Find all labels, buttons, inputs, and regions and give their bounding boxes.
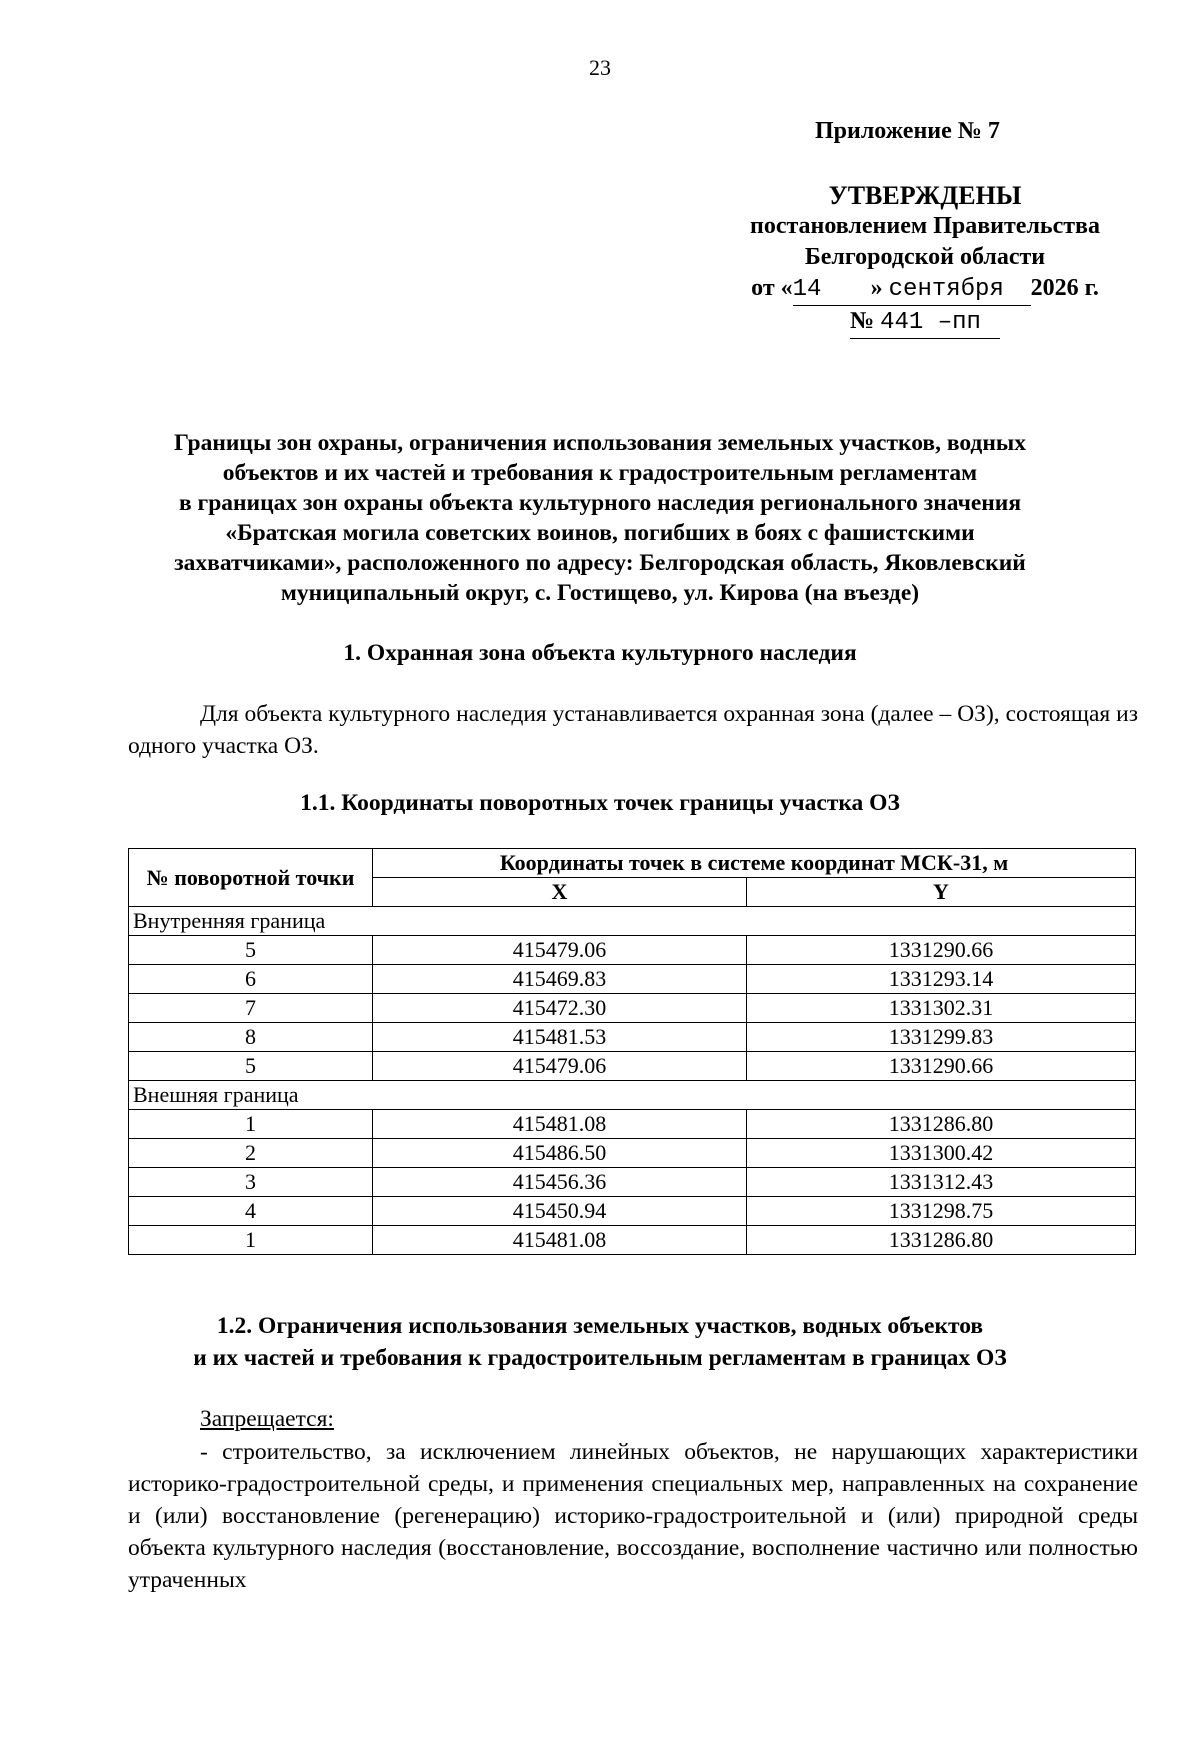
- approval-number: [700, 306, 1150, 339]
- y-cell: 1331299.83: [747, 1023, 1136, 1052]
- coordinates-table: [128, 848, 1136, 1255]
- point-cell: 6: [129, 965, 373, 994]
- date-month: сентября: [888, 276, 1004, 303]
- y-cell: 1331302.31: [747, 994, 1136, 1023]
- title-line: муниципальный округ, с. Гостищево, ул. Кирова (на въезде): [280, 580, 920, 606]
- point-cell: 7: [129, 994, 373, 1023]
- date-month-field: [871, 273, 1031, 306]
- y-cell: 1331293.14: [747, 965, 1136, 994]
- y-cell: 1331300.42: [747, 1139, 1136, 1168]
- appendix-label: Приложение № 7: [815, 118, 1000, 144]
- col-coords-header: Координаты точек в системе координат МСК-31, м: [373, 849, 1136, 878]
- table-row: [129, 965, 1136, 994]
- approval-line2: Белгородской области: [804, 244, 1046, 270]
- x-cell: 415486.50: [373, 1139, 747, 1168]
- title-line: объектов и их частей и требования к градостроительным регламентам: [222, 460, 978, 486]
- date-day-field: [793, 273, 871, 306]
- table-row: [129, 936, 1136, 965]
- x-cell: 415450.94: [373, 1197, 747, 1226]
- point-cell: 4: [129, 1197, 373, 1226]
- title-line: в границах зон охраны объекта культурного наследия регионального значения: [178, 490, 1022, 516]
- y-cell: 1331298.75: [747, 1197, 1136, 1226]
- col-point-header: № поворотной точки: [129, 849, 373, 907]
- point-cell: 1: [129, 1110, 373, 1139]
- number-value: 441 –пп: [880, 309, 981, 336]
- x-cell: 415481.08: [373, 1226, 747, 1255]
- number-prefix: №: [850, 308, 875, 334]
- section1-2-heading: [0, 1310, 1200, 1374]
- point-cell: 3: [129, 1168, 373, 1197]
- y-cell: 1331286.80: [747, 1226, 1136, 1255]
- approval-block: [700, 180, 1150, 339]
- table-row: [129, 1110, 1136, 1139]
- document-title: [120, 428, 1080, 608]
- section1-2-heading-line1: 1.2. Ограничения использования земельных участков, водных объектов: [216, 1313, 984, 1339]
- section1-1-heading: 1.1. Координаты поворотных точек границы участка ОЗ: [300, 790, 900, 816]
- x-cell: 415456.36: [373, 1168, 747, 1197]
- table-row: [129, 1197, 1136, 1226]
- table-row: [129, 1168, 1136, 1197]
- title-line: «Братская могила советских воинов, погибших в боях с фашистскими: [225, 520, 975, 546]
- y-cell: 1331290.66: [747, 936, 1136, 965]
- group-label-inner: Внутренняя граница: [129, 907, 1136, 936]
- point-cell: 8: [129, 1023, 373, 1052]
- table-row: [129, 994, 1136, 1023]
- x-cell: 415472.30: [373, 994, 747, 1023]
- table-row: [129, 1226, 1136, 1255]
- approval-line1: постановлением Правительства: [749, 213, 1100, 239]
- section1-2-paragraph: - строительство, за исключением линейных объектов, не нарушающих характеристики историко-градостроительной среды, и применения специальных мер, направленных на сохранение и (или) восстановление (регенерацию) историко-градостроительной и (или) природной среды объекта культурного наследия (восстановление, воссоздание, восполнение частично или полностью утраченных: [128, 1439, 1138, 1593]
- title-line: Границы зон охраны, ограничения использования земельных участков, водных: [174, 430, 1026, 456]
- title-line: захватчиками», расположенного по адресу: Белгородская область, Яковлевский: [174, 550, 1026, 576]
- approval-heading: УТВЕРЖДЕНЫ: [828, 181, 1022, 210]
- section1-heading: 1. Охранная зона объекта культурного наследия: [343, 640, 857, 666]
- approval-date: [700, 273, 1150, 306]
- point-cell: 5: [129, 936, 373, 965]
- group-label-outer: Внешняя граница: [129, 1081, 1136, 1110]
- number-field: [850, 306, 1000, 339]
- y-cell: 1331286.80: [747, 1110, 1136, 1139]
- table-row: [129, 1052, 1136, 1081]
- page-number: 23: [589, 55, 611, 80]
- date-year: 2026 г.: [1030, 275, 1099, 301]
- date-day: 14: [792, 276, 822, 303]
- forbidden-label: Запрещается:: [200, 1406, 334, 1432]
- col-x-header: X: [373, 878, 747, 907]
- point-cell: 1: [129, 1226, 373, 1255]
- point-cell: 2: [129, 1139, 373, 1168]
- y-cell: 1331290.66: [747, 1052, 1136, 1081]
- date-month-sep: »: [870, 275, 883, 301]
- x-cell: 415479.06: [373, 936, 747, 965]
- section1-paragraph: Для объекта культурного наследия устанавливается охранная зона (далее – ОЗ), состоящая из одного участка ОЗ.: [128, 701, 1138, 759]
- x-cell: 415481.53: [373, 1023, 747, 1052]
- section1-2-heading-line2: и их частей и требования к градостроительным регламентам в границах ОЗ: [193, 1345, 1007, 1371]
- point-cell: 5: [129, 1052, 373, 1081]
- table-row: [129, 1139, 1136, 1168]
- table-row: [129, 1023, 1136, 1052]
- date-prefix: от «: [751, 275, 793, 301]
- x-cell: 415481.08: [373, 1110, 747, 1139]
- x-cell: 415469.83: [373, 965, 747, 994]
- x-cell: 415479.06: [373, 1052, 747, 1081]
- col-y-header: Y: [747, 878, 1136, 907]
- y-cell: 1331312.43: [747, 1168, 1136, 1197]
